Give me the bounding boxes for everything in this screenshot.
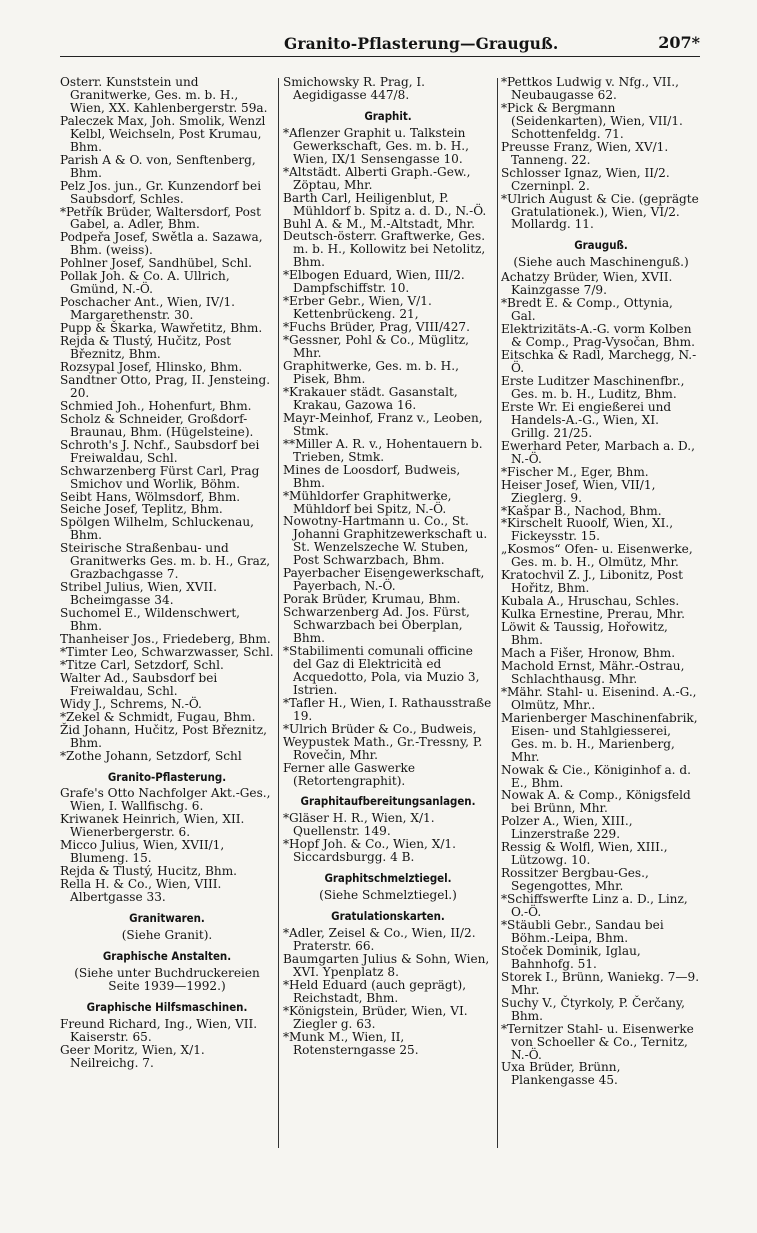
directory-entry: *Ulrich August & Cie. (geprägte Gratulationek.), Wien, VI/2. Mollardg. 11.: [501, 191, 699, 232]
column-divider: [278, 78, 279, 1148]
section-heading: Gratulationskarten.: [331, 909, 445, 924]
directory-entry: Rejda & Tlustý, Hucitz, Bhm.: [60, 864, 238, 879]
directory-entry: Suchy V., Čtyrkoly, P. Čerčany, Bhm.: [501, 995, 685, 1023]
directory-entry: Achatzy Brüder, Wien, XVII. Kainzgasse 7/9.: [501, 270, 673, 298]
directory-entry: Ressig & Wolfl, Wien, XIII., Lützowg. 10.: [501, 840, 668, 868]
directory-entry: Rossitzer Bergbau-Ges., Segengottes, Mhr.: [501, 866, 649, 894]
directory-entry: Kubala A., Hruschau, Schles.: [501, 594, 680, 609]
directory-entry: *Bredt E. & Comp., Ottynia, Gal.: [501, 296, 673, 324]
directory-entry: *Elbogen Eduard, Wien, III/2. Dampfschiffstr. 10.: [283, 268, 465, 296]
directory-entry: *Tafler H., Wien, I. Rathausstraße 19.: [283, 695, 492, 723]
directory-entry: Österr. Kunststein und Granitwerke, Ges. m. b. H., Wien, XX. Kahlenbergerstr. 59a.: [60, 76, 268, 115]
directory-entry: Pupp & Škarka, Wawřetitz, Bhm.: [60, 321, 263, 336]
directory-entry: *Ulrich Brüder & Co., Budweis,: [283, 721, 477, 736]
directory-entry: *Fuchs Brüder, Prag, VIII/427.: [283, 320, 470, 335]
directory-entry: Eitschka & Radl, Marchegg, N.-Ö.: [501, 348, 697, 376]
directory-entry: Žid Johann, Hučitz, Post Březnitz, Bhm.: [60, 722, 267, 750]
directory-entry: Rozsypal Josef, Hlinsko, Bhm.: [60, 359, 243, 374]
directory-entry: Rella H. & Co., Wien, VIII. Albertgasse 33.: [60, 877, 222, 905]
directory-entry: Steirische Straßenbau- und Granitwerks Ges. m. b. H., Graz, Grazbachgasse 7.: [60, 541, 271, 582]
directory-entry: Deutsch-österr. Graftwerke, Ges. m. b. H., Kollowitz bei Netolitz, Bhm.: [283, 229, 486, 270]
directory-entry: *Zekel & Schmidt, Fugau, Bhm.: [60, 709, 256, 724]
directory-entry: Storek I., Brünn, Waniekg. 7—9. Mhr.: [501, 969, 700, 997]
directory-entry: *Stabilimenti comunali officine del Gaz di Elektricità ed Acquedotto, Pola, via Muzio 3, Istrien.: [283, 643, 480, 697]
section-heading: Granitwaren.: [129, 911, 205, 926]
directory-entry: *Hopf Joh. & Co., Wien, X/1. Siccardsburgg. 4 B.: [283, 837, 456, 865]
directory-entry: **Miller A. R. v., Hohentauern b. Trieben, Stmk.: [283, 436, 483, 464]
directory-entry: Marienberger Maschinenfabrik, Eisen- und Stahlgiesserei, Ges. m. b. H., Marienberg, Mhr.: [501, 710, 698, 764]
directory-entry: Pollak Joh. & Co. A. Ullrich, Gmünd, N.-Ö.: [60, 269, 230, 297]
directory-entry: Thanheiser Jos., Friedeberg, Bhm.: [60, 631, 271, 646]
directory-entry: Barth Carl, Heiligenblut, P. Mühldorf b. Spitz a. d. D., N.-Ö.: [283, 190, 487, 218]
section-heading: Grauguß.: [574, 238, 628, 253]
cross-reference: (Siehe auch Maschinenguß.): [513, 255, 689, 270]
directory-entry: Pelz Jos. jun., Gr. Kunzendorf bei Saubsdorf, Schles.: [60, 178, 262, 206]
directory-entry: Stribel Julius, Wien, XVII. Bcheimgasse 34.: [60, 580, 217, 608]
directory-entry: Scholz & Schneider, Großdorf-Braunau, Bhm. (Hügelsteine).: [60, 411, 254, 439]
directory-entry: *Stäubli Gebr., Sandau bei Böhm.-Leipa, Bhm.: [501, 918, 664, 945]
directory-entry: *Königstein, Brüder, Wien, VI. Ziegler g. 63.: [283, 1003, 468, 1031]
directory-entry: *Mähr. Stahl- u. Eisenind. A.-G., Olmütz, Mhr..: [501, 684, 697, 712]
directory-entry: Sandtner Otto, Prag, II. Jensteing. 20.: [60, 372, 271, 400]
directory-entry: Preusse Franz, Wien, XV/1. Tanneng. 22.: [501, 139, 669, 167]
directory-entry: Ewerhard Peter, Marbach a. D., N.-Ö.: [501, 438, 695, 466]
column-right: [501, 76, 701, 1087]
directory-entry: Nowotny-Hartmann u. Co., St. Johanni Graphitzewerkschaft u. St. Wenzelszeche W. Stuben, Post Schwarzbach, Bhm.: [283, 514, 488, 568]
directory-entry: *Schiffswerfte Linz a. D., Linz, O.-Ö.: [501, 892, 688, 920]
directory-entry: *Petřík Brüder, Waltersdorf, Post Gabel, a. Adler, Bhm.: [60, 204, 261, 232]
directory-entry: Schmied Joh., Hohenfurt, Bhm.: [60, 398, 252, 413]
directory-entry: Seibt Hans, Wölmsdorf, Bhm.: [60, 489, 241, 504]
directory-entry: *Gessner, Pohl & Co., Müglitz, Mhr.: [283, 333, 469, 361]
cross-reference: (Siehe Schmelztiegel.): [319, 888, 457, 903]
directory-entry: *Kašpar B., Nachod, Bhm.: [501, 503, 662, 518]
directory-entry: Machold Ernst, Mähr.-Ostrau, Schlachthausg. Mhr.: [501, 658, 685, 686]
directory-entry: Weypustek Math., Gr.-Tressny, P. Rovečin, Mhr.: [283, 734, 483, 762]
directory-entry: *Kirschelt Ruoolf, Wien, XI., Fickeysstr. 15.: [501, 516, 674, 544]
directory-entry: *Titze Carl, Setzdorf, Schl.: [60, 657, 224, 672]
directory-entry: Nowak & Cie., Königinhof a. d. E., Bhm.: [501, 762, 691, 790]
directory-entry: Uxa Brüder, Brünn, Plankengasse 45.: [501, 1060, 621, 1088]
column-divider: [497, 78, 498, 1148]
section-heading: Graphische Anstalten.: [102, 948, 232, 963]
directory-entry: Grafe's Otto Nachfolger Akt.-Ges., Wien, I. Wallfischg. 6.: [60, 786, 271, 814]
directory-entry: Mach a Fišer, Hronow, Bhm.: [501, 645, 676, 660]
directory-entry: Pohlner Josef, Sandhübel, Schl.: [60, 256, 252, 271]
running-title: Granito-Pflasterung—Grauguß.: [284, 34, 559, 53]
section-heading: Graphit.: [364, 108, 412, 123]
directory-entry: Nowak A. & Comp., Königsfeld bei Brünn, Mhr.: [501, 788, 691, 816]
directory-entry: „Kosmos“ Ofen- u. Eisenwerke, Ges. m. b. H., Olmütz, Mhr.: [501, 542, 693, 570]
section-heading: Granito-Pflasterung.: [107, 769, 227, 784]
directory-entry: Smichowsky R. Prag, I. Aegidigasse 447/8.: [283, 76, 426, 102]
directory-entry: *Aflenzer Graphit u. Talkstein Gewerkschaft, Ges. m. b. H., Wien, IX/1 Sensengasse 10.: [283, 125, 469, 166]
directory-entry: Polzer A., Wien, XIII., Linzerstraße 229.: [501, 814, 633, 842]
directory-entry: Ferner alle Gaswerke (Retortengraphit).: [283, 760, 416, 788]
directory-entry: Freund Richard, Ing., Wien, VII. Kaiserstr. 65.: [60, 1016, 258, 1044]
directory-entry: Erste Luditzer Maschinenfbr., Ges. m. b. H., Luditz, Bhm.: [501, 373, 685, 401]
directory-entry: Suchomel E., Wildenschwert, Bhm.: [60, 606, 241, 634]
section-heading: Graphitaufbereitungsanlagen.: [300, 794, 476, 809]
column-middle: [283, 76, 493, 1057]
directory-entry: Elektrizitäts-A.-G. vorm Kolben & Comp., Prag-Vysočan, Bhm.: [501, 322, 695, 350]
directory-entry: Walter Ad., Saubsdorf bei Freiwaldau, Schl.: [60, 670, 218, 698]
directory-entry: Graphitwerke, Ges. m. b. H., Pisek, Bhm.: [283, 359, 459, 386]
directory-entry: *Zothe Johann, Setzdorf, Schl: [60, 748, 242, 763]
directory-entry: Kulka Ernestine, Prerau, Mhr.: [501, 607, 685, 622]
directory-entry: Erste Wr. Ei engießerei und Handels-A.-G., Wien, XI. Grillg. 21/25.: [501, 399, 672, 440]
directory-entry: Porak Brüder, Krumau, Bhm.: [283, 592, 461, 607]
directory-entry: *Fischer M., Eger, Bhm.: [501, 464, 649, 479]
directory-entry: Stoček Dominik, Iglau, Bahnhofg. 51.: [501, 943, 641, 971]
directory-entry: Schwarzenberg Fürst Carl, Prag Smichov und Worlik, Böhm.: [60, 463, 260, 491]
directory-entry: Kratochvil Z. J., Libonitz, Post Hořitz, Bhm.: [501, 568, 683, 596]
directory-entry: Schlosser Ignaz, Wien, II/2. Czerninpl. 2.: [501, 165, 670, 193]
directory-entry: Geer Moritz, Wien, X/1. Neilreichg. 7.: [60, 1042, 205, 1070]
directory-entry: Mayr-Meinhof, Franz v., Leoben, Stmk.: [283, 410, 483, 438]
directory-entry: Podpeřa Josef, Swětla a. Sazawa, Bhm. (weiss).: [60, 230, 263, 258]
directory-entry: Spölgen Wilhelm, Schluckenau, Bhm.: [60, 515, 255, 543]
directory-entry: Widy J., Schrems, N.-Ö.: [60, 696, 202, 711]
directory-entry: *Adler, Zeisel & Co., Wien, II/2. Praterstr. 66.: [283, 926, 476, 954]
directory-entry: Poschacher Ant., Wien, IV/1. Margarethenstr. 30.: [60, 295, 236, 323]
directory-entry: Parish A & O. von, Senftenberg, Bhm.: [60, 152, 256, 180]
cross-reference: (Siehe Granit).: [121, 928, 213, 942]
directory-entry: Rejda & Tlustý, Hučitz, Post Březnitz, Bhm.: [60, 334, 232, 362]
directory-entry: *Altstädt. Alberti Graph.-Gew., Zöptau, Mhr.: [283, 164, 471, 192]
directory-entry: *Ternitzer Stahl- u. Eisenwerke von Schoeller & Co., Ternitz, N.-Ö.: [501, 1021, 694, 1062]
page-number: 207*: [658, 33, 700, 52]
directory-entry: Payerbacher Eisengewerkschaft, Payerbach, N.-Ö.: [283, 566, 485, 594]
directory-entry: Mines de Loosdorf, Budweis, Bhm.: [283, 462, 461, 490]
directory-entry: *Timter Leo, Schwarzwasser, Schl.: [60, 644, 274, 659]
directory-entry: *Held Eduard (auch geprägt), Reichstadt, Bhm.: [283, 977, 467, 1005]
directory-entry: Seiche Josef, Teplitz, Bhm.: [60, 502, 223, 517]
directory-entry: Schwarzenberg Ad. Jos. Fürst, Schwarzbach bei Oberplan, Bhm.: [283, 605, 470, 646]
directory-entry: *Pettkos Ludwig v. Nfg., VII., Neubaugasse 62.: [501, 76, 679, 102]
directory-entry: *Munk M., Wien, II, Rotensterngasse 25.: [283, 1029, 419, 1057]
directory-entry: Buhl A. & M., M.-Altstadt, Mhr.: [283, 216, 475, 231]
directory-entry: Micco Julius, Wien, XVII/1, Blumeng. 15.: [60, 838, 225, 866]
page-header: [60, 30, 700, 57]
column-left: [60, 76, 274, 1070]
directory-entry: Schroth's J. Nchf., Saubsdorf bei Freiwaldau, Schl.: [60, 437, 260, 465]
directory-entry: Paleczek Max, Joh. Smolik, Wenzl Kelbl, Weichseln, Post Krumau, Bhm.: [60, 113, 266, 154]
directory-entry: Baumgarten Julius & Sohn, Wien, XVI. Ypenplatz 8.: [283, 952, 490, 979]
section-heading: Graphitschmelztiegel.: [324, 871, 452, 886]
directory-entry: *Pick & Bergmann (Seidenkarten), Wien, VII/1. Schottenfeldg. 71.: [501, 100, 683, 141]
directory-entry: Heiser Josef, Wien, VII/1, Zieglerg. 9.: [501, 477, 656, 505]
directory-entry: *Krakauer städt. Gasanstalt, Krakau, Gazowa 16.: [283, 384, 458, 412]
section-heading: Graphische Hilfsmaschinen.: [86, 999, 248, 1014]
directory-entry: *Erber Gebr., Wien, V/1. Kettenbrückeng. 21,: [283, 294, 432, 322]
directory-entry: *Mühldorfer Graphitwerke, Mühldorf bei Spitz, N.-Ö.: [283, 488, 452, 516]
directory-entry: Kriwanek Heinrich, Wien, XII. Wienerbergerstr. 6.: [60, 812, 245, 840]
cross-reference: (Siehe unter Buchdruckereien Seite 1939—1992.): [74, 965, 260, 993]
directory-entry: *Gläser H. R., Wien, X/1. Quellenstr. 149.: [283, 811, 435, 839]
directory-entry: Löwit & Taussig, Hořowitz, Bhm.: [501, 620, 668, 648]
